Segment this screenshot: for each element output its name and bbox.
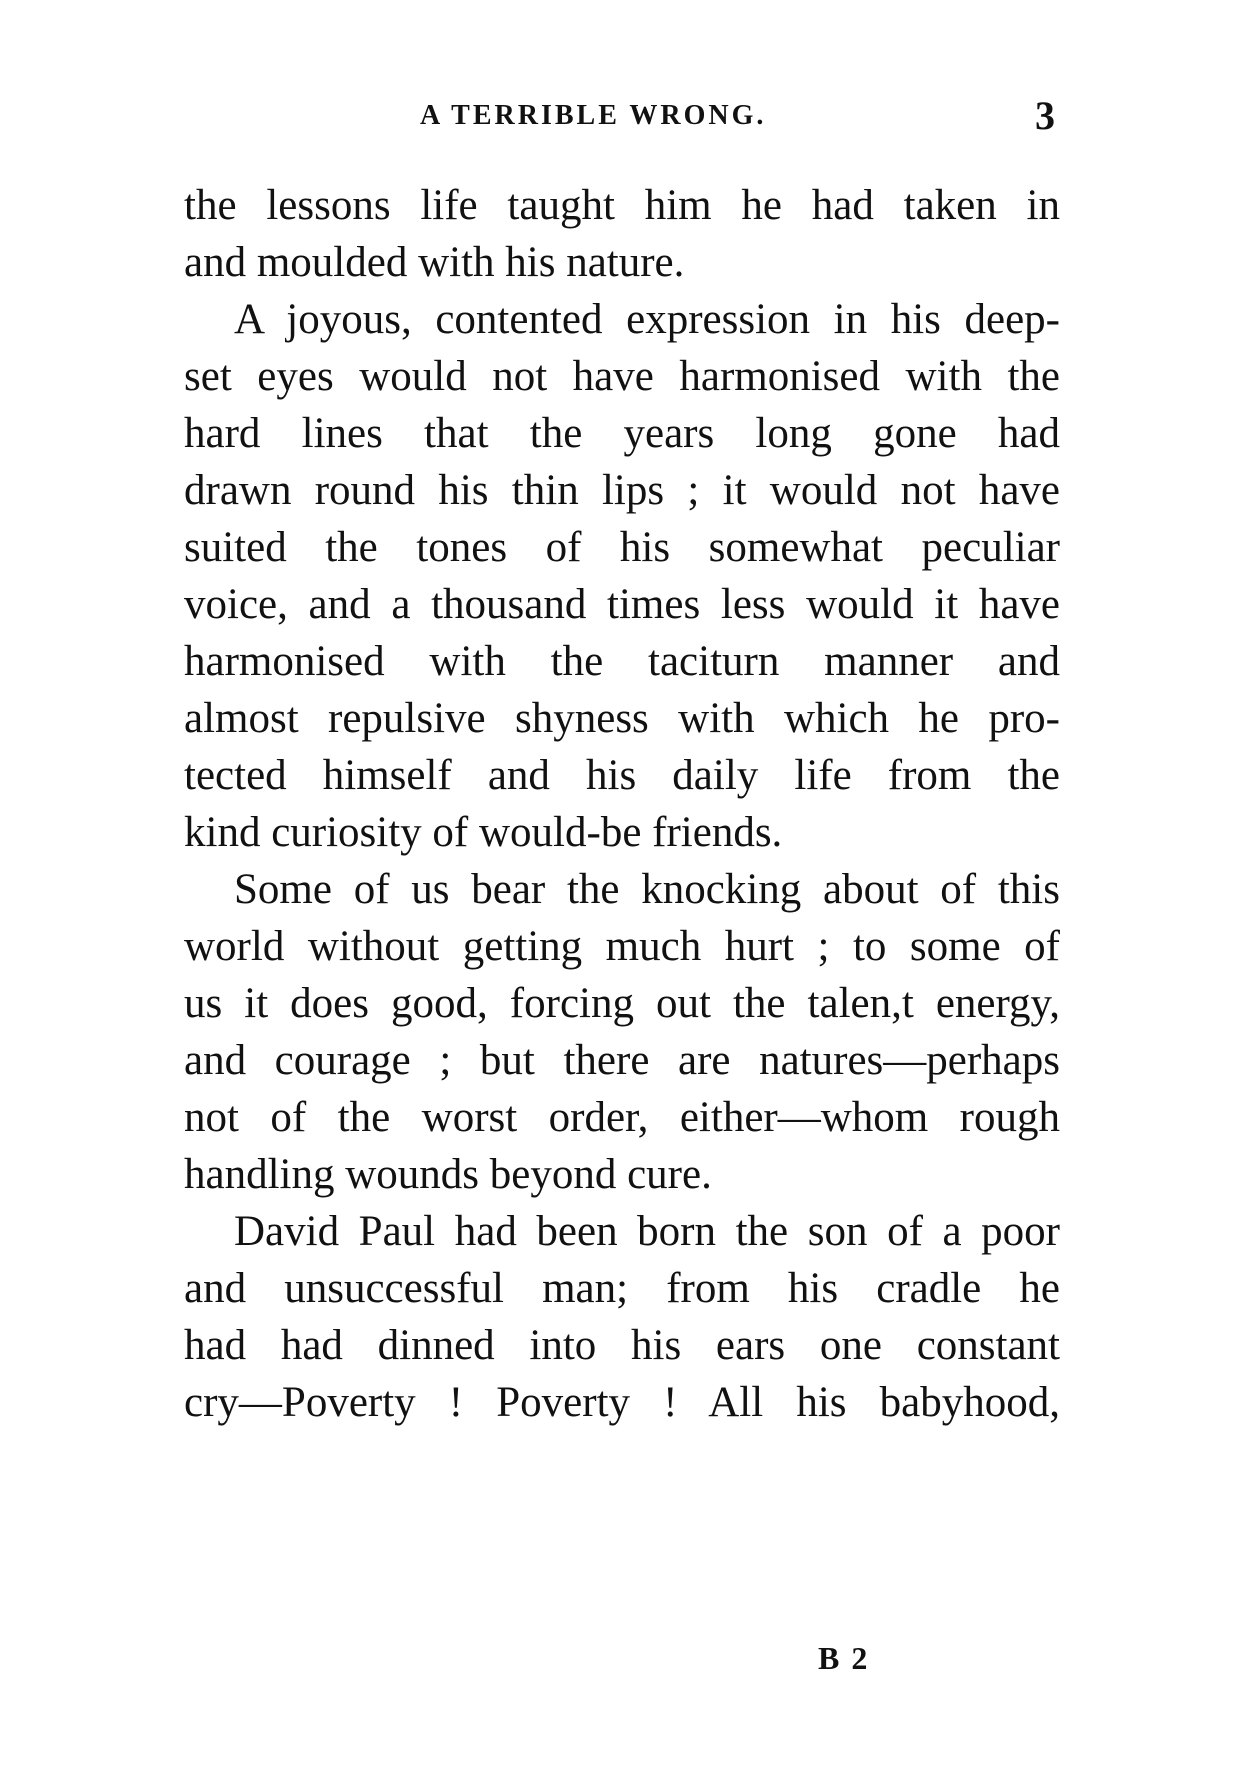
text-line: not of the worst order, either—whom rough [184,1094,1060,1141]
text-line: handling wounds beyond cure. [184,1151,712,1198]
signature-mark: B 2 [818,1640,870,1676]
text-line: drawn round his thin lips ; it would not have [184,467,1060,514]
text-line: and unsuccessful man; from his cradle he [184,1265,1060,1312]
text-line: harmonised with the taciturn manner and [184,638,1060,685]
text-line: hard lines that the years long gone had [184,410,1060,457]
text-line: tected himself and his daily life from the [184,752,1060,799]
text-line: and courage ; but there are natures—perhaps [184,1037,1060,1084]
text-line: suited the tones of his somewhat peculiar [184,524,1060,571]
running-title: A TERRIBLE WRONG. [420,100,767,131]
text-line: and moulded with his nature. [184,239,685,286]
text-line: the lessons life taught him he had taken in [184,182,1060,229]
text-line: David Paul had been born the son of a poor [234,1208,1060,1255]
text-line: almost repulsive shyness with which he pro- [184,695,1060,742]
text-line: kind curiosity of would-be friends. [184,809,783,856]
text-line: set eyes would not have harmonised with the [184,353,1060,400]
text-line: A joyous, contented expression in his deep- [234,296,1060,343]
text-line: voice, and a thousand times less would it have [184,581,1060,628]
text-line: Some of us bear the knocking about of this [234,866,1060,913]
text-line: world without getting much hurt ; to some of [184,923,1060,970]
text-line: us it does good, forcing out the talen,t energy, [184,980,1060,1027]
page-number: 3 [1035,93,1055,138]
text-line: cry—Poverty ! Poverty ! All his babyhood, [184,1379,1060,1426]
text-line: had had dinned into his ears one constant [184,1322,1060,1369]
